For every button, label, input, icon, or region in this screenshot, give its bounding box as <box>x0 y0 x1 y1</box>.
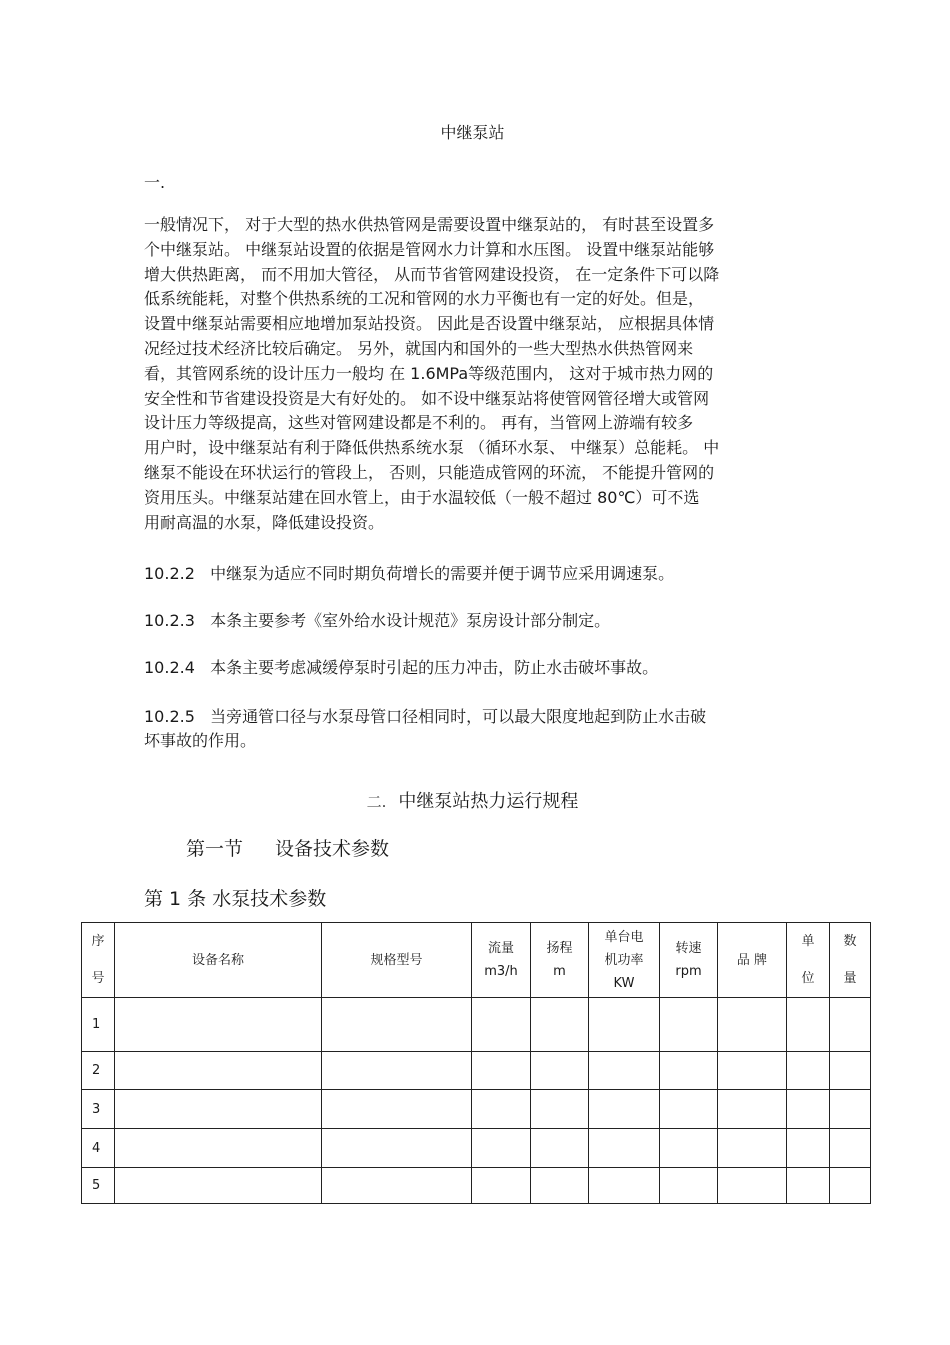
paragraph-line: 增大供热距离， 而不用加大管径， 从而节省管网建设投资， 在一定条件下可以降 <box>144 264 720 284</box>
table-cell <box>472 1168 531 1204</box>
paragraph-line: 设计压力等级提高，这些对管网建设都是不利的。 再有，当管网上游端有较多 <box>144 413 694 433</box>
table-cell <box>322 1052 472 1090</box>
header-text: 单 <box>801 934 815 949</box>
table-cell <box>787 1168 830 1204</box>
table-cell <box>589 1090 660 1129</box>
row-index: 1 <box>82 998 115 1052</box>
table-cell <box>718 998 787 1052</box>
header-text: rpm <box>675 964 702 979</box>
header-text: m <box>553 964 566 979</box>
clause-text: 当旁通管口径与水泵母管口径相同时，可以最大限度地起到防止水击破 <box>210 707 707 726</box>
paragraph-line: 看，其管网系统的设计压力一般均 在 1.6MPa等级范围内， 这对于城市热力网的 <box>144 363 714 383</box>
table-cell <box>472 1129 531 1168</box>
table-row <box>82 1129 871 1168</box>
section2-heading <box>0 787 945 813</box>
clause-10-2-5-continuation: 坏事故的作用。 <box>144 731 257 750</box>
paragraph-line: 用耐高温的水泵，降低建设投资。 <box>144 512 385 532</box>
table-cell <box>660 1168 718 1204</box>
row-index: 2 <box>82 1052 115 1090</box>
table-cell <box>830 1129 871 1168</box>
table-header-cell <box>82 923 115 998</box>
paragraph-line: 一般情况下， 对于大型的热水供热管网是需要设置中继泵站的， 有时甚至设置多 <box>144 215 715 234</box>
header-text: KW <box>613 975 635 991</box>
table-cell <box>115 998 322 1052</box>
clause-10-2-3 <box>144 608 610 631</box>
paragraph-line: 设置中继泵站需要相应地增加泵站投资。 因此是否设置中继泵站， 应根据具体情 <box>144 314 715 334</box>
table-cell <box>472 1090 531 1129</box>
table-cell <box>718 1090 787 1129</box>
table-cell <box>830 998 871 1052</box>
paragraph-line: 继泵不能设在环状运行的管段上， 否则，只能造成管网的环流， 不能提升管网的 <box>144 463 715 482</box>
table-cell <box>115 1168 322 1204</box>
table-header-cell <box>322 923 472 998</box>
table-cell <box>718 1129 787 1168</box>
header-text: 位 <box>801 971 815 986</box>
row-index: 4 <box>82 1129 115 1168</box>
clause-10-2-2 <box>144 561 674 584</box>
table-cell <box>787 1129 830 1168</box>
header-text: 机功率 <box>604 952 644 968</box>
table-cell <box>589 1129 660 1168</box>
paragraph-line: 况经过技术经济比较后确定。 另外，就国内和国外的一些大型热水供热管网来 <box>144 339 694 358</box>
table-cell <box>531 1052 589 1090</box>
section2-number: 二. <box>366 793 387 811</box>
paragraph-line: 用户时，设中继泵站有利于降低供热系统水泵 （循环水泵、 中继泵）总能耗。 中 <box>144 438 720 458</box>
table-cell <box>787 1090 830 1129</box>
table-cell <box>787 998 830 1052</box>
table-cell <box>589 998 660 1052</box>
table-cell <box>531 998 589 1052</box>
clause-number: 10.2.5 <box>144 707 195 726</box>
table-cell <box>787 1052 830 1090</box>
table-cell <box>472 1052 531 1090</box>
table-cell <box>115 1129 322 1168</box>
subsection-heading <box>186 834 389 861</box>
clause-number: 10.2.2 <box>144 564 195 583</box>
paragraph-line: 安全性和节省建设投资是大有好处的。 如不设中继泵站将使管网管径增大或管网 <box>144 388 710 408</box>
header-text: 序 <box>91 934 105 949</box>
header-text: m3/h <box>484 964 518 979</box>
table-cell <box>322 1168 472 1204</box>
table-header-cell <box>115 923 322 998</box>
table-cell <box>322 998 472 1052</box>
table-cell <box>660 998 718 1052</box>
table-cell <box>660 1129 718 1168</box>
clause-number: 10.2.3 <box>144 611 195 630</box>
header-text: 扬程 <box>546 941 573 956</box>
header-text: 设备名称 <box>191 952 244 968</box>
table-cell <box>589 1052 660 1090</box>
header-text: 品 牌 <box>736 952 768 968</box>
table-cell <box>830 1052 871 1090</box>
header-text: 量 <box>843 971 857 986</box>
clause-10-2-5 <box>144 704 706 727</box>
paragraph-line: 资用压头。中继泵站建在回水管上，由于水温较低（一般不超过 80℃）可不选 <box>144 487 700 507</box>
table-cell <box>115 1090 322 1129</box>
table-cell <box>660 1090 718 1129</box>
clause-text: 本条主要考虑减缓停泵时引起的压力冲击，防止水击破坏事故。 <box>210 658 659 677</box>
table-header-row <box>82 923 871 998</box>
table-header-cell <box>589 923 660 998</box>
table-cell <box>589 1168 660 1204</box>
doc-title: 中继泵站 <box>440 123 505 142</box>
header-text: 流量 <box>487 941 514 956</box>
clause-text: 中继泵为适应不同时期负荷增长的需要并便于调节应采用调速泵。 <box>210 564 675 583</box>
header-text: 单台电 <box>604 929 644 945</box>
table-cell <box>660 1052 718 1090</box>
table-row <box>82 1168 871 1204</box>
paragraph-line: 个中继泵站。 中继泵站设置的依据是管网水力计算和水压图。 设置中继泵站能够 <box>144 239 715 259</box>
table-row <box>82 998 871 1052</box>
pump-parameters-table <box>81 922 871 1204</box>
row-index: 3 <box>82 1090 115 1129</box>
row-index: 5 <box>82 1168 115 1204</box>
subsection-title: 设备技术参数 <box>275 838 390 860</box>
clause-text: 本条主要参考《室外给水设计规范》泵房设计部分制定。 <box>210 611 611 630</box>
table-cell <box>531 1090 589 1129</box>
table-cell <box>322 1129 472 1168</box>
table-cell <box>718 1052 787 1090</box>
clause-10-2-4 <box>144 655 658 678</box>
table-header-cell <box>531 923 589 998</box>
header-text: 转速 <box>675 941 702 956</box>
header-text: 规格型号 <box>370 952 423 968</box>
table-header-cell <box>718 923 787 998</box>
table-row <box>82 1090 871 1129</box>
table-header-cell <box>660 923 718 998</box>
header-text: 数 <box>843 934 857 949</box>
header-text: 号 <box>91 971 105 986</box>
table-cell <box>718 1168 787 1204</box>
table-cell <box>830 1090 871 1129</box>
table-cell <box>531 1168 589 1204</box>
table-cell <box>115 1052 322 1090</box>
table-header-cell <box>472 923 531 998</box>
table-cell <box>531 1129 589 1168</box>
paragraph-line: 低系统能耗，对整个供热系统的工况和管网的水力平衡也有一定的好处。但是， <box>144 289 705 309</box>
table-row <box>82 1052 871 1090</box>
subsection-label: 第一节 <box>186 838 244 860</box>
article-heading: 第 1 条 水泵技术参数 <box>144 888 327 910</box>
section2-title: 中继泵站热力运行规程 <box>398 791 579 812</box>
table-cell <box>472 998 531 1052</box>
section1-label: 一. <box>144 173 166 192</box>
clause-number: 10.2.4 <box>144 658 195 677</box>
table-cell <box>830 1168 871 1204</box>
table-header-cell <box>830 923 871 998</box>
table-cell <box>322 1090 472 1129</box>
table-header-cell <box>787 923 830 998</box>
